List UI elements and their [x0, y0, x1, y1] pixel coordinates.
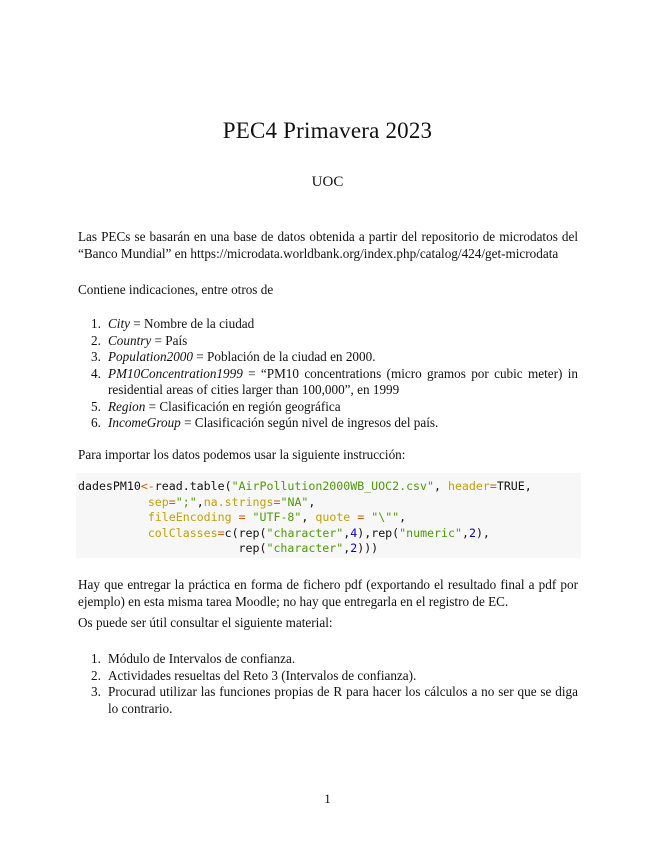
list-item: 6. IncomeGroup = Clasificación según nivel de ingresos del país.	[91, 415, 439, 430]
material-label: Os puede ser útil consultar el siguiente material:	[78, 615, 333, 630]
variable-name: IncomeGroup	[108, 415, 181, 430]
variables-list	[78, 316, 578, 432]
code-block	[76, 473, 581, 558]
list-item: 3. Population2000 = Población de la ciudad en 2000.	[91, 349, 376, 364]
page-title: PEC4 Primavera 2023	[222, 118, 433, 143]
variable-name: PM10Concentration1999	[108, 365, 243, 381]
variable-desc: = Población de la ciudad en 2000.	[193, 349, 376, 364]
list-item: 2. Actividades resueltas del Reto 3 (Intervalos de confianza).	[91, 667, 417, 683]
list-item: 3. Procurad utilizar las funciones propias de R para hacer los cálculos a no ser que se diga lo contrario.	[91, 684, 578, 716]
variable-desc: = Nombre de la ciudad	[129, 316, 255, 331]
code-line: sep=";",na.strings="NA",	[147, 494, 316, 509]
code-line: colClasses=c(rep("character",4),rep("numeric",2),	[147, 525, 490, 540]
variable-name: City	[108, 316, 130, 331]
code-line: fileEncoding = "UTF-8", quote = "\"",	[147, 510, 407, 524]
variable-desc: = País	[151, 332, 188, 348]
materials-list	[78, 651, 578, 717]
list-item: 1. City = Nombre de la ciudad	[91, 316, 255, 331]
intro-paragraph: Las PECs se basarán en una base de datos obtenida a partir del repositorio de microdatos del “Banco Mundial” en https://microdata.worldbank.org/index.php/catalog/424/get-microdata	[78, 229, 578, 261]
variable-desc: = Clasificación en región geográfica	[145, 398, 341, 414]
code-line: dadesPM10<-read.table("AirPollution2000WB_UOC2.csv", header=TRUE,	[78, 479, 532, 493]
code-line: rep("character",2)))	[78, 541, 379, 555]
variable-name: Country	[108, 332, 152, 348]
page-number: 1	[324, 791, 331, 806]
variable-name: Region	[108, 398, 146, 414]
delivery-paragraph: Hay que entregar la práctica en forma de fichero pdf (exportando el resultado final a pdf por ejemplo) en esta misma tarea Moodle; no hay que entregarla en el registro de EC.	[78, 577, 578, 609]
contains-label: Contiene indicaciones, entre otros de	[78, 282, 274, 297]
variable-name: Population2000	[108, 349, 193, 364]
list-item: 5. Region = Clasificación en región geográfica	[91, 398, 341, 414]
variable-desc: = Clasificación según nivel de ingresos del país.	[180, 415, 439, 430]
import-label: Para importar los datos podemos usar la siguiente instrucción:	[78, 447, 406, 462]
list-item: 2. Country = País	[91, 332, 188, 348]
author: UOC	[311, 174, 344, 190]
list-item: 1. Módulo de Intervalos de confianza.	[91, 651, 296, 666]
variable-desc: = “PM10 concentrations (micro gramos por cubic meter) in residential areas of cities larger than 100,000”, en 1999	[108, 365, 578, 397]
list-item: 4. PM10Concentration1999 = “PM10 concentrations (micro gramos por cubic meter) in residential areas of cities larger than 100,000”, en 1999	[91, 365, 578, 397]
